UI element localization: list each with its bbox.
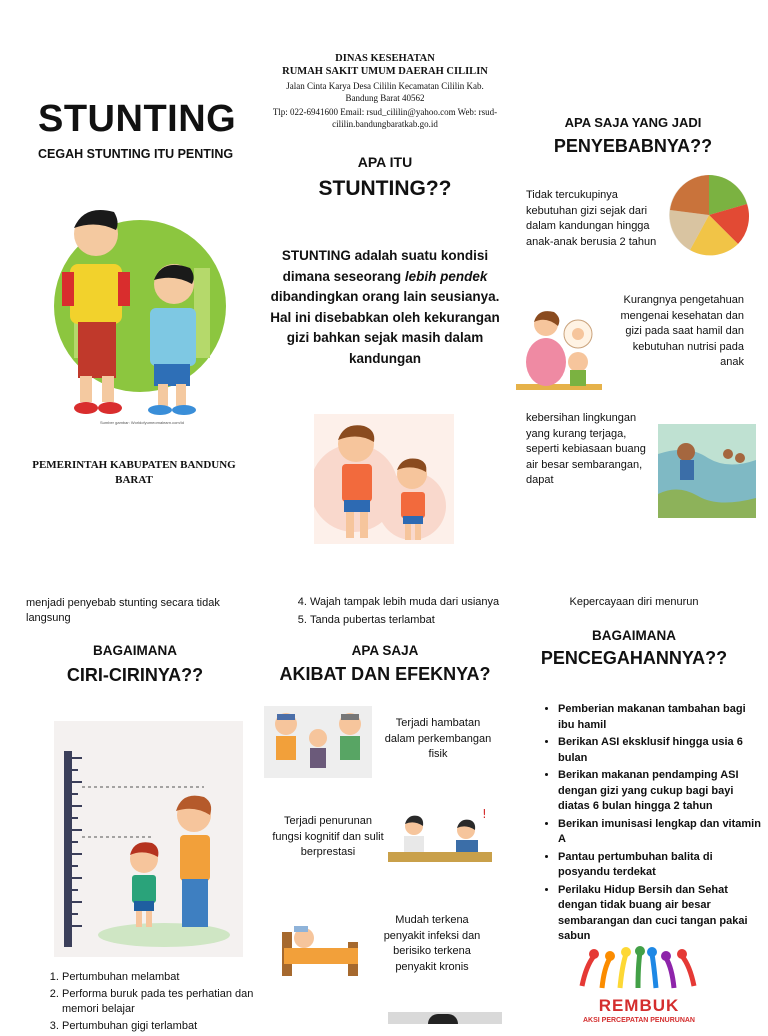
river-sanitation-image [658,424,756,518]
causes-heading: PENYEBABNYA?? [553,136,713,156]
prevention-item: • Pemberian makanan tambahan bagi ibu hamil [558,702,764,733]
signs-list [42,970,268,1036]
height-chart-illustration [54,721,243,957]
effects-label: APA SAJA [351,643,419,658]
logo-name: REMBUK [598,996,680,1015]
signs-heading: CIRI-CIRINYA?? [66,665,204,685]
sign-item: 2. Performa buruk pada tes perhatian dan memori belajar [62,987,268,1017]
hospital-contact: Tlp: 022-6941600 Email: rsud_cililin@yahoo.com Web: rsud-cililin.bandungbaratkab.go.id [272,107,498,129]
causes-label: APA SAJA YANG JADI [564,115,702,130]
effect-item-1: Terjadi hambatan dalam perkembangan fisik [384,717,492,760]
government-name: PEMERINTAH KABUPATEN BANDUNG BARAT [32,459,236,486]
studying-children-image [386,806,494,866]
height-comparison-illustration [314,414,454,544]
what-label: APA ITU [357,154,413,170]
sign-item: 3. Pertumbuhan gigi terlambat [62,1019,268,1034]
effect-item-2: Terjadi penurunan fungsi kognitif dan sulit berprestasi [272,815,384,858]
bottom-photo-partial [388,1012,502,1024]
cover-title: STUNTING [38,98,237,140]
cause-item-3-continued: menjadi penyebab stunting secara tidak langsung [26,597,220,624]
prevention-item: • Berikan ASI eksklusif hingga usia 6 bulan [558,735,764,766]
what-text-emphasis: lebih pendek [404,268,488,284]
prevention-top-note: Kepercayaan diri menurun [569,596,699,608]
prevention-item: • Perilaku Hidup Bersih dan Sehat dengan tidak buang air besar sembarangan dan cuci tangan pakai sabun [558,883,764,945]
what-paragraph [268,246,502,369]
cause-item-3: kebersihan lingkungan yang kurang terjaga, seperti kebiasaan buang air besar sembarangan, dapat [526,412,646,486]
pregnant-mother-image [516,304,602,392]
image-credit: Sumber gambar: Worldofyumeomalearn.com/id [100,420,184,425]
cause-item-1: Tidak tercukupinya kebutuhan gizi sejak dari dalam kandungan hingga anak-anak berusia 2 tahun [526,189,657,248]
what-text-2: dibandingkan orang lain seusianya. Hal ini disebabkan oleh kekurangan gizi bahkan sejak masih dalam kandungan [270,289,500,366]
rembuk-logo [576,946,702,1024]
hospital-address: Jalan Cinta Karya Desa Cililin Kecamatan Cililin Kab. Bandung Barat 40562 [286,81,484,103]
prevention-heading: PENCEGAHANNYA?? [540,648,728,668]
prevention-label: BAGAIMANA [592,628,676,643]
signs-label: BAGAIMANA [93,643,177,658]
effects-heading: AKIBAT DAN EFEKNYA? [279,664,491,684]
prevention-item: • Berikan makanan pendamping ASI dengan gizi yang cukup bagi bayi diatas 6 bulan hingga 2 tahun [558,768,764,815]
sign-item: 1. Pertumbuhan melambat [62,970,268,985]
what-heading: STUNTING?? [318,177,452,200]
svg-text:!: ! [482,807,487,821]
cover-subtitle: CEGAH STUNTING ITU PENTING [38,147,234,161]
sign-item: 5. Tanda pubertas terlambat [310,613,520,629]
cause-item-2: Kurangnya pengetahuan mengenai kesehatan dan gizi pada saat hamil dan kebutuhan nutrisi pada anak [620,294,744,368]
signs-list-continued [290,595,520,630]
effect-item-3: Mudah terkena penyakit infeksi dan berisiko terkena penyakit kronis [383,914,481,973]
logo-tagline: AKSI PERCEPATAN PENURUNAN [582,1017,695,1024]
prevention-list [540,702,764,947]
dept-name: DINAS KESEHATAN [335,53,435,64]
hospital-name: RUMAH SAKIT UMUM DAERAH CILILIN [282,66,488,77]
prevention-item: • Pantau pertumbuhan balita di posyandu terdekat [558,850,764,881]
sick-child-image [276,902,364,982]
hospital-header [272,52,498,130]
nutrition-plate-image [668,174,750,256]
prevention-item: • Berikan imunisasi lengkap dan vitamin A [558,817,764,848]
what-text-1: STUNTING adalah suatu kondisi dimana seseorang [281,248,489,284]
sign-item: 4. Wajah tampak lebih muda dari usianya [310,595,520,611]
children-illustration [44,198,234,430]
children-group-image [264,706,372,778]
